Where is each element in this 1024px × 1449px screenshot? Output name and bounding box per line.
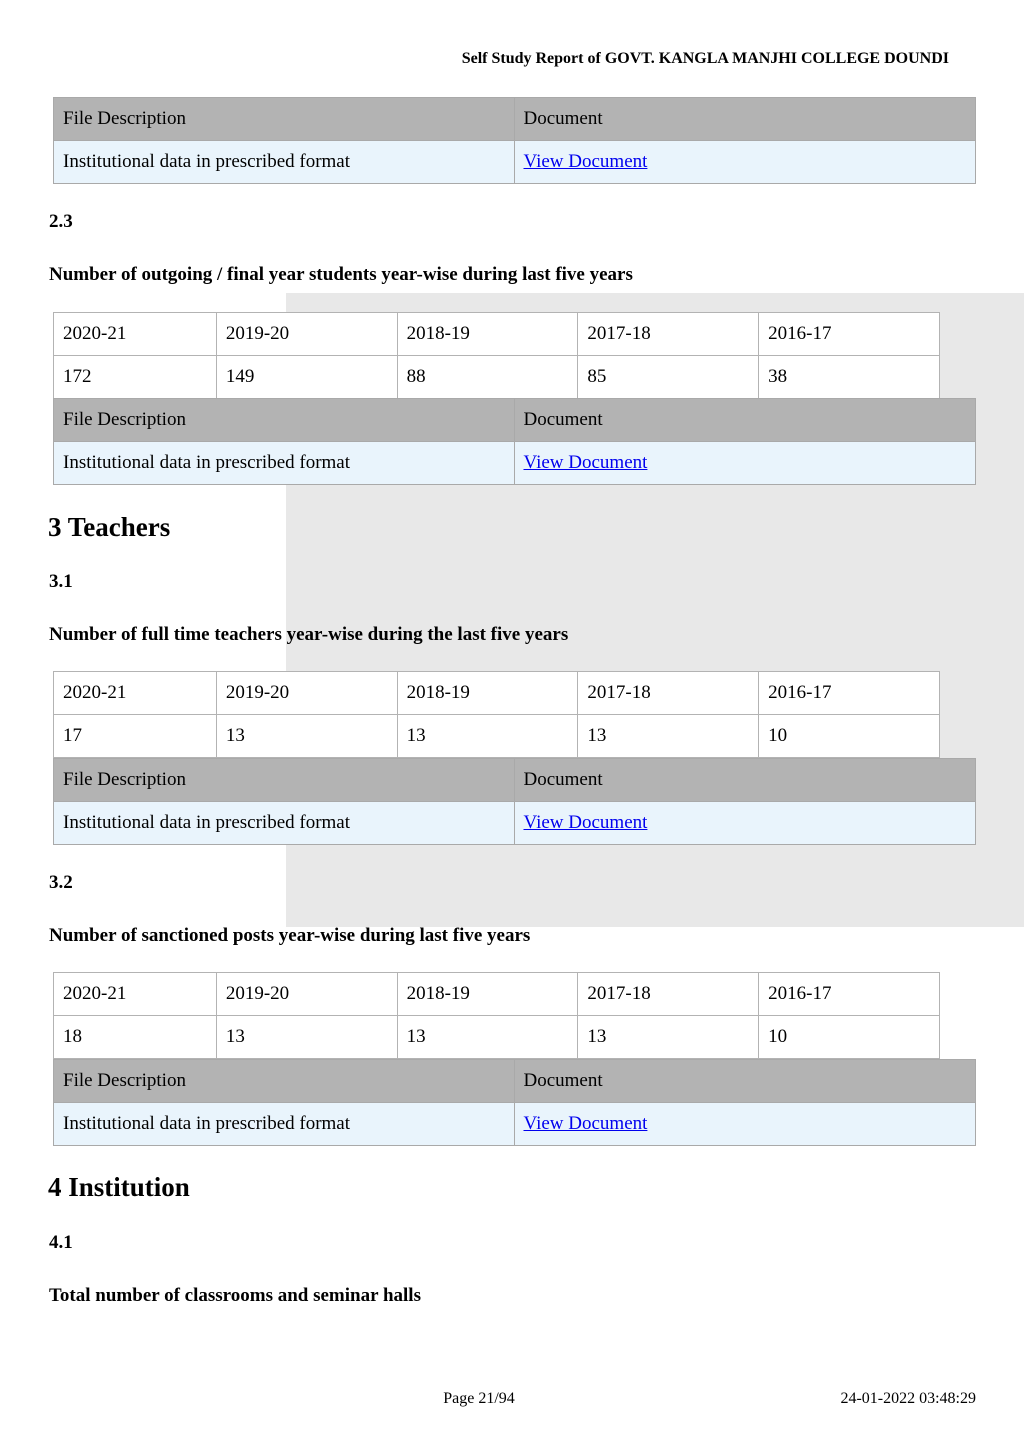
section-number: 4.1 xyxy=(49,1232,73,1253)
value-cell: 13 xyxy=(397,1016,578,1059)
report-header: Self Study Report of GOVT. KANGLA MANJHI COLLEGE DOUNDI xyxy=(461,50,949,67)
section-question: Number of outgoing / final year students year-wise during last five years xyxy=(49,264,633,285)
value-cell: 85 xyxy=(578,356,759,399)
file-description-cell: Institutional data in prescribed format xyxy=(54,1103,515,1146)
file-table-2-3 xyxy=(53,398,976,485)
section-number: 3.1 xyxy=(49,571,73,592)
chapter-title: 4 Institution xyxy=(48,1172,190,1202)
value-cell: 10 xyxy=(759,1016,940,1059)
file-description-cell: Institutional data in prescribed format xyxy=(54,802,515,845)
file-description-cell: Institutional data in prescribed format xyxy=(54,141,515,184)
year-cell: 2019-20 xyxy=(216,672,397,715)
view-document-link[interactable]: View Document xyxy=(523,452,648,473)
value-cell: 18 xyxy=(54,1016,217,1059)
value-cell: 38 xyxy=(759,356,940,399)
view-document-link[interactable]: View Document xyxy=(523,1113,648,1134)
year-cell: 2016-17 xyxy=(759,672,940,715)
year-cell: 2016-17 xyxy=(759,313,940,356)
year-table-2-3 xyxy=(53,312,940,399)
file-description-header: File Description xyxy=(54,1060,515,1103)
document-header: Document xyxy=(514,1060,976,1103)
section-question: Number of full time teachers year-wise during the last five years xyxy=(49,624,569,645)
value-cell: 13 xyxy=(578,1016,759,1059)
timestamp: 24-01-2022 03:48:29 xyxy=(840,1390,976,1407)
value-cell: 149 xyxy=(216,356,397,399)
year-table-3-2 xyxy=(53,972,940,1059)
year-cell: 2018-19 xyxy=(397,973,578,1016)
value-cell: 13 xyxy=(578,715,759,758)
year-cell: 2018-19 xyxy=(397,313,578,356)
value-cell: 13 xyxy=(216,1016,397,1059)
year-cell: 2019-20 xyxy=(216,313,397,356)
file-table-top xyxy=(53,97,976,184)
year-cell: 2017-18 xyxy=(578,973,759,1016)
year-cell: 2020-21 xyxy=(54,313,217,356)
section-question: Number of sanctioned posts year-wise during last five years xyxy=(49,925,531,946)
value-cell: 13 xyxy=(397,715,578,758)
year-table-3-1 xyxy=(53,671,940,758)
section-number: 2.3 xyxy=(49,211,73,232)
file-description-cell: Institutional data in prescribed format xyxy=(54,442,515,485)
document-header: Document xyxy=(514,98,976,141)
value-cell: 13 xyxy=(216,715,397,758)
year-cell: 2020-21 xyxy=(54,973,217,1016)
view-document-link[interactable]: View Document xyxy=(523,812,648,833)
document-header: Document xyxy=(514,399,976,442)
chapter-title: 3 Teachers xyxy=(48,512,171,542)
file-description-header: File Description xyxy=(54,399,515,442)
value-cell: 88 xyxy=(397,356,578,399)
value-cell: 10 xyxy=(759,715,940,758)
file-description-header: File Description xyxy=(54,98,515,141)
year-cell: 2019-20 xyxy=(216,973,397,1016)
value-cell: 17 xyxy=(54,715,217,758)
page-number: Page 21/94 xyxy=(443,1390,515,1407)
document-header: Document xyxy=(514,759,976,802)
section-question: Total number of classrooms and seminar halls xyxy=(49,1285,421,1306)
file-table-3-2 xyxy=(53,1059,976,1146)
year-cell: 2020-21 xyxy=(54,672,217,715)
section-number: 3.2 xyxy=(49,872,73,893)
value-cell: 172 xyxy=(54,356,217,399)
view-document-link[interactable]: View Document xyxy=(523,151,648,172)
year-cell: 2016-17 xyxy=(759,973,940,1016)
file-table-3-1 xyxy=(53,758,976,845)
file-description-header: File Description xyxy=(54,759,515,802)
year-cell: 2018-19 xyxy=(397,672,578,715)
year-cell: 2017-18 xyxy=(578,672,759,715)
year-cell: 2017-18 xyxy=(578,313,759,356)
